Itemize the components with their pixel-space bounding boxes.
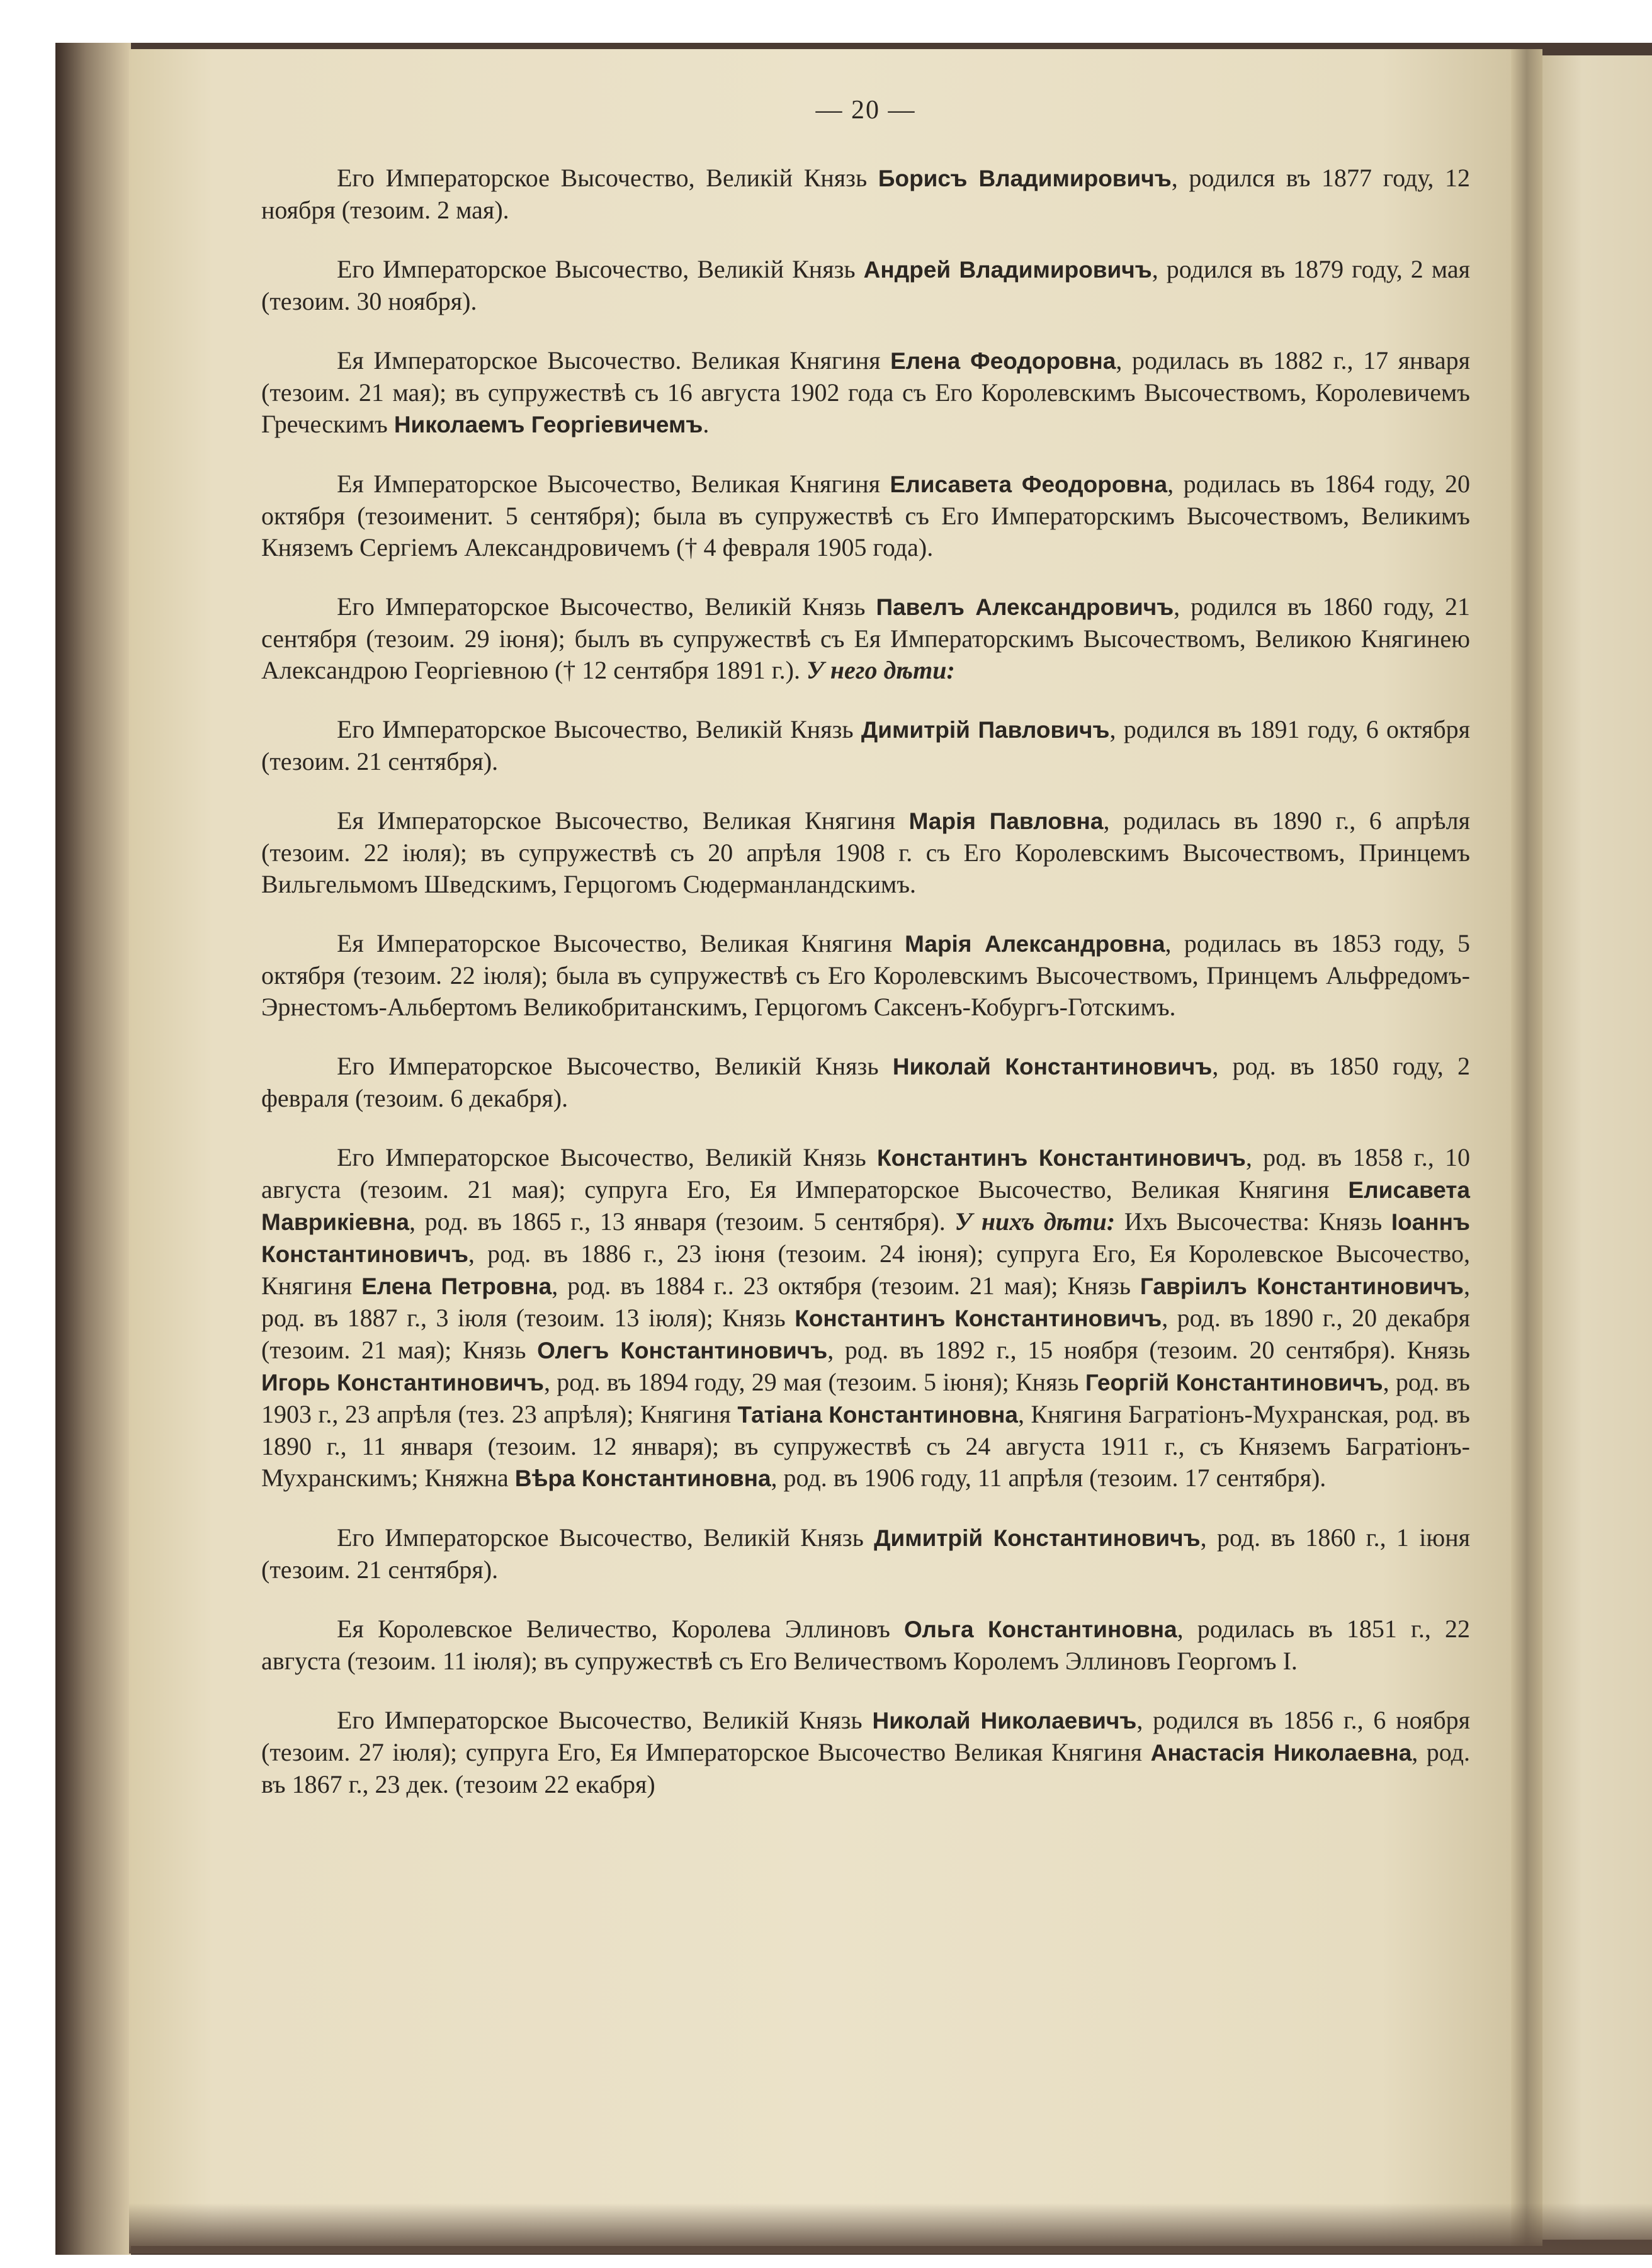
paragraph-text: , Княгиня Багратіонъ-Мухранская, род. въ 1890 г., 11 января (тезоим. 12 января); въ супружествѣ съ 24 августа 1911 г., съ Княземъ Багратіонъ-Мухранскимъ; Княжна (261, 1400, 1470, 1492)
paragraph-text: , родилась въ 1890 г., 6 апрѣля (тезоим. 22 іюля); въ супружествѣ съ 20 апрѣля 1908 г. съ Его Королевскимъ Высочествомъ, Принцемъ Вильгельмомъ Шведскимъ, Герцогомъ Сюдерманландскимъ. (261, 806, 1470, 898)
person-name: Константинъ Константиновичъ (877, 1145, 1246, 1171)
paragraph (261, 345, 1470, 441)
person-name: Димитрій Павловичъ (861, 717, 1110, 743)
paragraph-text: , род. въ 1865 г., 13 января (тезоим. 5 сентября). (409, 1207, 955, 1236)
paragraph (261, 254, 1470, 317)
paragraph-text: , род. въ 1867 г., 23 дек. (тезоим 22 екабря) (261, 1738, 1471, 1798)
page-content (261, 94, 1470, 1828)
person-name: Гавріилъ Константиновичъ (1140, 1273, 1464, 1299)
paragraph-text: , родился въ 1879 году, 2 мая (тезоим. 30 ноября). (261, 255, 1471, 315)
page-gutter (1511, 49, 1542, 2246)
paragraph-text: , родилась въ 1851 г., 22 августа (тезоим. 11 іюля); въ супружествѣ съ Его Величествомъ Королемъ Эллиновъ Георгомъ I. (261, 1615, 1470, 1675)
paragraph-text: , родилась въ 1882 г., 17 января (тезоим. 21 мая); въ супружествѣ съ 16 августа 1902 года съ Его Королевскимъ Высочествомъ, Королевичемъ Греческимъ (261, 346, 1470, 438)
paragraph (261, 468, 1470, 563)
person-name: Николаемъ Георгіевичемъ (393, 412, 703, 437)
person-name: Игорь Константиновичъ (261, 1370, 544, 1396)
person-name: Константинъ Константиновичъ (795, 1306, 1162, 1331)
person-name: Андрей Владимировичъ (863, 257, 1152, 283)
book-spine (55, 43, 131, 2255)
paragraph-text: Ея Императорское Высочество. Великая Княгиня (337, 346, 891, 375)
paragraph-text: Его Императорское Высочество, Великій Князь (337, 164, 878, 192)
paragraph (261, 1705, 1470, 1800)
page-number: — 20 — (815, 96, 916, 125)
children-heading: У него дѣти: (806, 656, 955, 684)
paragraph-text: , род. въ 1884 г.. 23 октября (тезоим. 21 мая); Князь (552, 1272, 1140, 1300)
person-name: Елена Петровна (361, 1273, 552, 1299)
paragraph (261, 1613, 1470, 1677)
paragraph-text: Его Императорское Высочество, Великій Князь (337, 715, 861, 743)
person-name: Ольга Константиновна (904, 1616, 1177, 1642)
person-name: Олегъ Константиновичъ (537, 1338, 828, 1363)
paragraph-text: Ея Королевское Величество, Королева Эллиновъ (337, 1615, 905, 1643)
person-name: Марія Александровна (905, 931, 1165, 957)
paragraph-text: Его Императорское Высочество, Великій Князь (337, 1052, 893, 1080)
paragraph-text: , род. въ 1906 году, 11 апрѣля (тезоим. 17 сентября). (771, 1464, 1327, 1492)
person-name: Павелъ Александровичъ (876, 594, 1174, 620)
paragraph-text: , родилась въ 1864 году, 20 октября (тезоименит. 5 сентября); была въ супружествѣ съ Его Императорскимъ Высочествомъ, Великимъ Княземъ Сергіемъ Александровичемъ († 4 февраля 1905 года). (261, 470, 1470, 561)
paragraph-text: , родилась въ 1853 году, 5 октября (тезоим. 22 іюля); была въ супружествѣ съ Его Королевскимъ Высочествомъ, Принцемъ Альфредомъ-Эрнестомъ-Альбертомъ Великобританскимъ, Герцогомъ Саксенъ-Кобургъ-Готскимъ. (261, 929, 1470, 1021)
paragraph-list (261, 162, 1470, 1800)
paragraph-text: , род. въ 1858 г., 10 августа (тезоим. 21 мая); супруга Его, Ея Императорское Высочество, Великая Княгиня (261, 1143, 1470, 1204)
paragraph-text: , род. въ 1860 г., 1 іюня (тезоим. 21 сентября). (261, 1523, 1471, 1584)
paragraph-text: , родился въ 1877 году, 12 ноября (тезоим. 2 мая). (261, 164, 1470, 224)
paragraph (261, 1051, 1470, 1114)
paragraph-text: , род. въ 1890 г., 20 декабря (тезоим. 21 мая); Князь (261, 1304, 1470, 1364)
paragraph (261, 805, 1470, 900)
person-name: Марія Павловна (908, 808, 1104, 834)
paragraph-text: Ихъ Высочества: Князь (1115, 1207, 1391, 1236)
person-name: Елена Феодоровна (890, 348, 1116, 374)
paragraph-text: , род. въ 1892 г., 15 ноября (тезоим. 20 сентября). Князь (827, 1336, 1471, 1364)
paragraph (261, 162, 1470, 226)
paragraph-text: , родился въ 1891 году, 6 октября (тезоим. 21 сентября). (261, 715, 1470, 776)
paragraph-text: , род. въ 1903 г., 23 апрѣля (тез. 23 апрѣля); Княгиня (261, 1368, 1470, 1428)
paragraph-text: , род. въ 1886 г., 23 іюня (тезоим. 24 іюня); супруга Его, Ея Королевское Высочество, Княгиня (261, 1239, 1470, 1300)
paragraph (261, 928, 1470, 1023)
paragraph (261, 1522, 1470, 1586)
facing-page-edge (1536, 55, 1652, 2240)
paragraph-text: Его Императорское Высочество, Великій Князь (337, 1143, 878, 1171)
person-name: Татіана Константиновна (737, 1402, 1018, 1428)
page-bottom-shadow (129, 2203, 1652, 2254)
person-name: Вѣра Константиновна (514, 1465, 771, 1491)
person-name: Георгій Константиновичъ (1085, 1370, 1383, 1396)
paragraph-text: Ея Императорское Высочество, Великая Княгиня (337, 806, 909, 835)
children-heading: У нихъ дѣти: (954, 1207, 1116, 1236)
person-name: Николай Константиновичъ (892, 1054, 1213, 1080)
paragraph-text: Ея Императорское Высочество, Великая Княгиня (337, 470, 890, 498)
paragraph-text: Ея Императорское Высочество, Великая Княгиня (337, 929, 905, 957)
paragraph-text: Его Императорское Высочество, Великій Князь (337, 1523, 874, 1552)
paragraph-text: Его Императорское Высочество, Великій Князь (337, 255, 864, 283)
paragraph (261, 714, 1470, 777)
paragraph (261, 1142, 1470, 1494)
paragraph-text: , родился въ 1856 г., 6 ноября (тезоим. 27 іюля); супруга Его, Ея Императорское Высочество Великая Княгиня (261, 1706, 1471, 1766)
person-name: Димитрій Константиновичъ (874, 1525, 1201, 1551)
person-name: Елисавета Феодоровна (890, 471, 1168, 497)
paragraph-text: Его Императорское Высочество, Великій Князь (337, 1706, 873, 1734)
paragraph-text: , род. въ 1887 г., 3 іюля (тезоим. 13 іюля); Князь (261, 1272, 1470, 1332)
paragraph (261, 591, 1470, 686)
person-name: Іоаннъ Константиновичъ (261, 1209, 1470, 1267)
person-name: Анастасія Николаевна (1150, 1740, 1412, 1766)
paragraph-text: , родился въ 1860 году, 21 сентября (тезоим. 29 іюня); былъ въ супружествѣ съ Ея Императорскимъ Высочествомъ, Великою Княгинею Александрою Георгіевною († 12 сентября 1891 г.). (261, 592, 1470, 684)
paragraph-text: . (703, 410, 710, 438)
paragraph-text: Его Императорское Высочество, Великій Князь (337, 592, 876, 621)
paragraph-text: , род. въ 1850 году, 2 февраля (тезоим. 6 декабря). (261, 1052, 1470, 1112)
person-name: Елисавета Маврикіевна (261, 1177, 1470, 1235)
person-name: Николай Николаевичъ (872, 1708, 1137, 1734)
person-name: Борисъ Владимировичъ (878, 166, 1172, 191)
paragraph-text: , род. въ 1894 году, 29 мая (тезоим. 5 іюня); Князь (543, 1368, 1085, 1396)
